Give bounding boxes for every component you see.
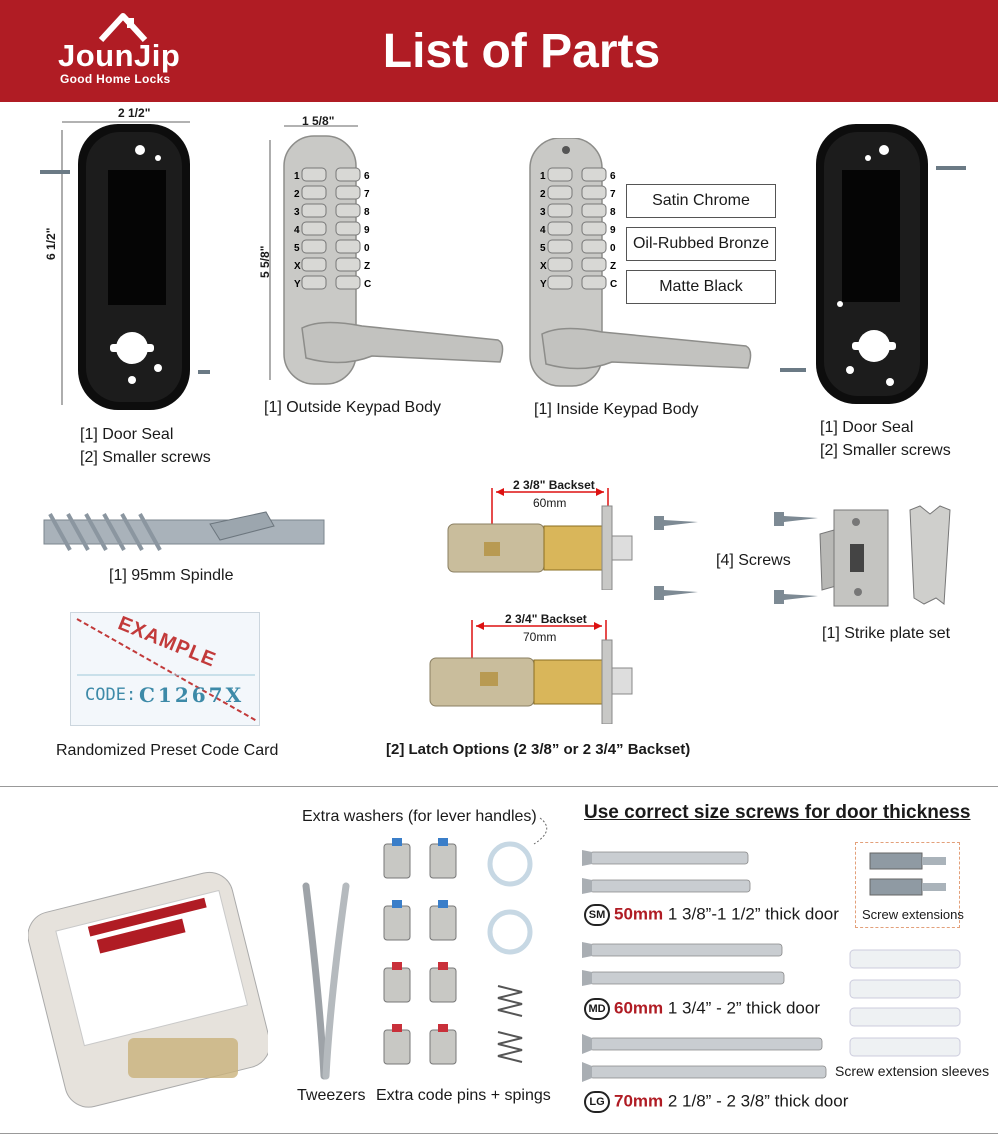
outside-keypad-key-button — [302, 168, 326, 181]
outside-keypad-key-button — [336, 186, 360, 199]
inside-keypad-key-label: Z — [610, 261, 617, 272]
parts-box-image — [28, 850, 268, 1110]
outside-keypad-label: [1] Outside Keypad Body — [264, 399, 441, 416]
size-lg-desc: 2 1/8” - 2 3/8” thick door — [667, 1091, 849, 1111]
outside-keypad-key-button — [302, 276, 326, 289]
strike-plate-label: [1] Strike plate set — [822, 625, 951, 642]
latch-screws-image — [652, 508, 712, 608]
inside-keypad-key-button — [548, 168, 572, 181]
outside-keypad-key-label: 4 — [294, 225, 300, 236]
code-card-code-value: C1267X — [139, 683, 245, 707]
code-card-code-label: CODE: — [85, 685, 137, 705]
inside-keypad-key-label: 9 — [610, 225, 616, 236]
door-seal-right-screws-label: [2] Smaller screws — [820, 442, 951, 459]
outside-keypad-key-label: C — [364, 279, 372, 290]
size-code-md: MD — [584, 998, 610, 1020]
strike-plate-image — [818, 504, 958, 610]
spindle-image — [34, 506, 334, 558]
outside-keypad-key-button — [336, 258, 360, 271]
code-pins-label: Extra code pins + spings — [376, 1087, 551, 1104]
outside-keypad-key-label: 2 — [294, 189, 300, 200]
screw-extensions-image — [864, 849, 954, 905]
inside-keypad-key-label: C — [610, 279, 618, 290]
inside-keypad-key-button — [548, 258, 572, 271]
inside-keypad-key-button — [582, 186, 606, 199]
outside-keypad-key-button — [302, 204, 326, 217]
size-code-lg: LG — [584, 1091, 610, 1113]
page-title: List of Parts — [382, 25, 661, 78]
inside-keypad-key-label: 2 — [540, 189, 546, 200]
door-seal-right-label: [1] Door Seal — [820, 419, 914, 436]
finish-matte-black: Matte Black — [626, 270, 776, 304]
inside-keypad-key-button — [582, 222, 606, 235]
screw-extensions-box — [855, 842, 964, 928]
outside-keypad-key-label: 7 — [364, 189, 370, 200]
logo-tagline: Good Home Locks — [60, 72, 171, 86]
inside-keypad-key-button — [548, 204, 572, 217]
inside-keypad-key-label: 0 — [610, 243, 616, 254]
inside-keypad-key-button — [582, 276, 606, 289]
size-md-mm: 60mm — [614, 998, 664, 1018]
inside-keypad-key-button — [582, 168, 606, 181]
code-card-label: Randomized Preset Code Card — [56, 742, 279, 759]
size-md-desc: 1 3/4” - 2” thick door — [667, 998, 820, 1018]
latch-1-mm-label: 60mm — [533, 496, 567, 510]
door-seal-left-screws-label: [2] Smaller screws — [80, 449, 211, 466]
outside-keypad-key-label: 3 — [294, 207, 300, 218]
inside-keypad-key-label: 1 — [540, 171, 546, 182]
inside-keypad-key-button — [548, 222, 572, 235]
inside-keypad-key-label: 3 — [540, 207, 546, 218]
door-seal-height-dim: 6 1/2" — [44, 227, 58, 260]
inside-keypad-label: [1] Inside Keypad Body — [534, 401, 699, 418]
screw-extensions-label: Screw extensions — [862, 907, 964, 922]
inside-keypad-key-button — [548, 186, 572, 199]
keypad-width-dim: 1 5/8" — [302, 114, 335, 128]
inside-keypad-key-label: 4 — [540, 225, 546, 236]
screw-sizes-image — [582, 844, 832, 1088]
outside-keypad-image — [262, 118, 512, 390]
inside-keypad-key-label: X — [540, 261, 547, 272]
latch-2-mm-label: 70mm — [523, 630, 557, 644]
logo-wordmark: JounJip — [58, 38, 181, 73]
outside-keypad-key-button — [302, 186, 326, 199]
tweezers-label: Tweezers — [297, 1087, 366, 1104]
screw-size-md-row — [584, 998, 820, 1020]
header-banner — [0, 0, 998, 102]
inside-keypad-key-button — [582, 204, 606, 217]
outside-keypad-key-button — [302, 240, 326, 253]
size-code-sm: SM — [584, 904, 610, 926]
screw-size-heading: Use correct size screws for door thickness — [584, 802, 971, 823]
sleeves-image — [844, 948, 964, 1060]
outside-keypad-key-label: Y — [294, 279, 301, 290]
size-sm-mm: 50mm — [614, 904, 664, 924]
outside-keypad-key-label: 1 — [294, 171, 300, 182]
washers-label: Extra washers (for lever handles) — [302, 808, 537, 825]
latch-2-image — [424, 618, 640, 724]
outside-keypad-key-button — [336, 276, 360, 289]
code-pins-image — [374, 836, 574, 1086]
keypad-height-dim: 5 5/8" — [258, 245, 272, 278]
outside-keypad-key-label: 6 — [364, 171, 370, 182]
outside-keypad-key-button — [302, 258, 326, 271]
section-divider — [0, 786, 998, 787]
code-card-example-stamp: EXAMPLE — [114, 612, 220, 672]
spindle-label: [1] 95mm Spindle — [109, 567, 234, 584]
door-seal-left-label: [1] Door Seal — [80, 426, 174, 443]
door-seal-right-image — [778, 118, 970, 408]
inside-keypad-key-label: 6 — [610, 171, 616, 182]
outside-keypad-key-button — [336, 240, 360, 253]
outside-keypad-key-label: Z — [364, 261, 371, 272]
outside-keypad-key-button — [336, 222, 360, 235]
inside-keypad-image — [520, 138, 760, 388]
screw-size-lg-row — [584, 1091, 848, 1113]
finish-satin-chrome: Satin Chrome — [626, 184, 776, 218]
inside-keypad-key-button — [548, 276, 572, 289]
size-lg-mm: 70mm — [614, 1091, 664, 1111]
inside-keypad-key-label: Y — [540, 279, 547, 290]
finish-oil-rubbed-bronze: Oil-Rubbed Bronze — [626, 227, 776, 261]
latch-2-backset-label: 2 3/4" Backset — [505, 612, 587, 626]
inside-keypad-key-label: 7 — [610, 189, 616, 200]
inside-keypad-key-label: 5 — [540, 243, 546, 254]
latch-options-label: [2] Latch Options (2 3/8” or 2 3/4” Backset) — [386, 741, 691, 758]
outside-keypad-key-button — [336, 204, 360, 217]
outside-keypad-key-label: 0 — [364, 243, 370, 254]
door-seal-width-dim: 2 1/2" — [118, 106, 151, 120]
inside-keypad-key-button — [582, 240, 606, 253]
outside-keypad-key-button — [302, 222, 326, 235]
door-seal-left-image — [40, 110, 210, 410]
inside-keypad-key-button — [548, 240, 572, 253]
size-sm-desc: 1 3/8”-1 1/2” thick door — [667, 904, 839, 924]
outside-keypad-key-label: 5 — [294, 243, 300, 254]
bottom-divider — [0, 1133, 998, 1134]
outside-keypad-key-label: 8 — [364, 207, 370, 218]
outside-keypad-key-button — [336, 168, 360, 181]
latch-1-backset-label: 2 3/8" Backset — [513, 478, 595, 492]
latch-1-image — [440, 486, 640, 590]
code-card-image — [70, 612, 260, 726]
inside-keypad-key-button — [582, 258, 606, 271]
screw-size-sm-row — [584, 904, 839, 926]
inside-keypad-key-label: 8 — [610, 207, 616, 218]
outside-keypad-key-label: 9 — [364, 225, 370, 236]
sleeves-label: Screw extension sleeves — [835, 1063, 990, 1079]
outside-keypad-key-label: X — [294, 261, 301, 272]
screws-label: [4] Screws — [716, 552, 791, 569]
tweezers-image — [296, 880, 356, 1080]
